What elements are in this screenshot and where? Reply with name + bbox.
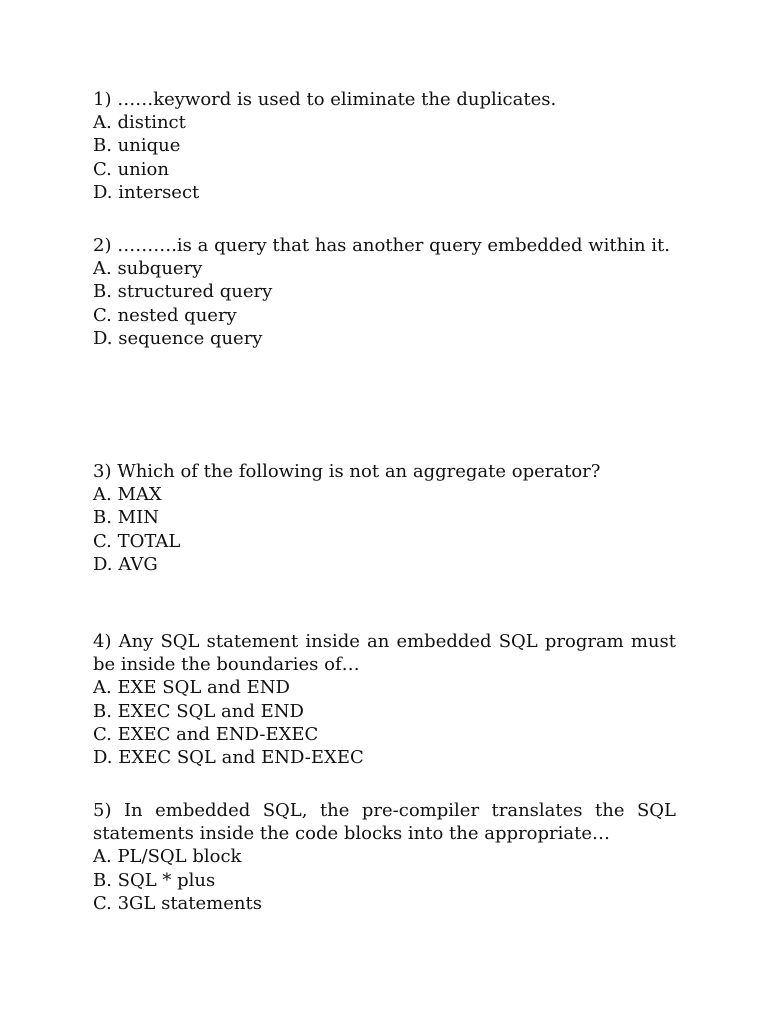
option-c: C. union (93, 158, 169, 180)
question-text: 5) In embedded SQL, the pre-compiler translates the SQL statements inside the code blocks into the appropriate… (93, 800, 676, 845)
option-b: B. SQL * plus (93, 869, 216, 891)
option-c: C. nested query (93, 304, 237, 326)
option-b: B. unique (93, 135, 181, 157)
question-text: 3) Which of the following is not an aggregate operator? (93, 461, 601, 482)
option-d: D. sequence query (93, 327, 263, 349)
question-text: 1) ……keyword is used to eliminate the duplicates. (93, 89, 557, 110)
question-3 (93, 460, 676, 576)
option-b: B. EXEC SQL and END (93, 700, 304, 722)
option-c: C. TOTAL (93, 530, 181, 552)
option-a: A. subquery (93, 258, 203, 280)
option-c: C. EXEC and END-EXEC (93, 723, 319, 745)
option-c: C. 3GL statements (93, 892, 262, 914)
option-d: D. intersect (93, 181, 200, 203)
question-2 (93, 234, 676, 350)
option-a: A. MAX (93, 484, 162, 506)
option-b: B. MIN (93, 507, 159, 529)
option-a: A. PL/SQL block (93, 846, 242, 868)
option-d: D. EXEC SQL and END-EXEC (93, 747, 364, 769)
option-b: B. structured query (93, 281, 273, 303)
option-a: A. EXE SQL and END (93, 677, 290, 699)
question-text: 2) ……….is a query that has another query embedded within it. (93, 235, 670, 256)
question-1 (93, 88, 676, 204)
option-d: D. AVG (93, 553, 158, 575)
question-4 (93, 630, 676, 769)
option-a: A. distinct (93, 112, 186, 134)
question-text: 4) Any SQL statement inside an embedded SQL program must be inside the boundaries of… (93, 631, 676, 676)
question-5 (93, 799, 676, 915)
